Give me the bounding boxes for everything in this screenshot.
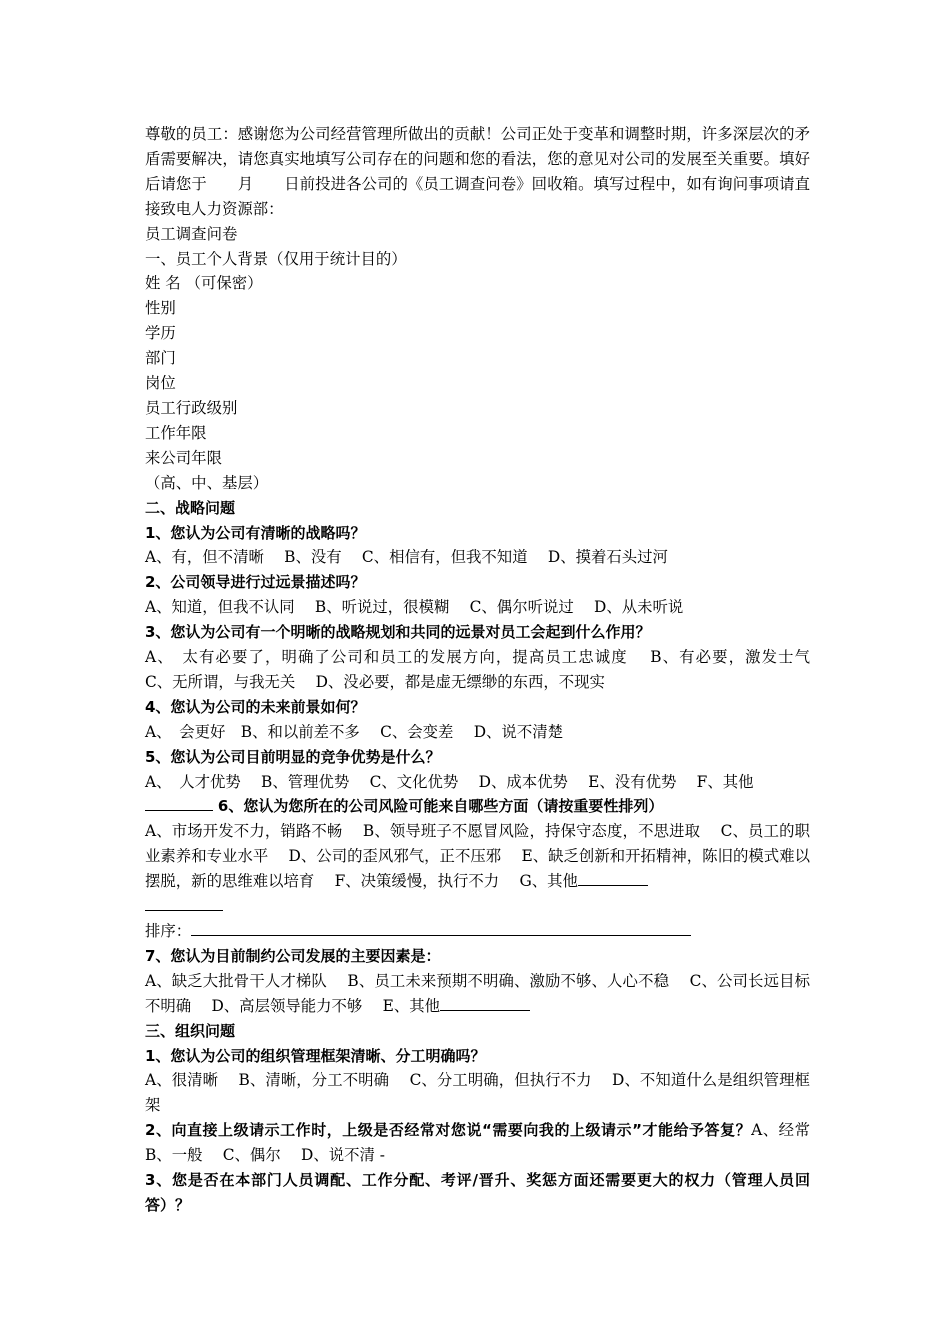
field-work-years: 工作年限 [145, 423, 207, 442]
section-2-heading: 二、战略问题 [145, 498, 236, 517]
other-answer-blank[interactable] [145, 794, 213, 811]
questionnaire-title: 员工调查问卷 [145, 224, 238, 243]
ranking-line [145, 919, 810, 944]
field-position: 岗位 [145, 374, 176, 393]
question-2-6-line [145, 794, 810, 819]
question-3-3: 3、您是否在本部门人员调配、工作分配、考评/晋升、奖惩方面还需要更大的权力（管理人员回答）？ [145, 1171, 810, 1214]
field-department: 部门 [145, 349, 176, 368]
question-2-7: 7、您认为目前制约公司发展的主要因素是： [145, 946, 441, 965]
question-3-2-options: A、经常 B、一般 C、偶尔 D、说不清 - [145, 1121, 831, 1165]
field-company-years: 来公司年限 [145, 448, 222, 467]
question-2-3: 3、您认为公司有一个明晰的战略规划和共同的远景对员工会起到什么作用？ [145, 623, 651, 642]
question-2-4-options: A、 会更好 B、和以前差不多 C、会变差 D、说不清楚 [145, 722, 563, 741]
question-2-1: 1、您认为公司有清晰的战略吗？ [145, 523, 366, 542]
other-risk-blank[interactable] [578, 869, 648, 886]
question-2-6-options [145, 819, 810, 894]
other-factor-blank[interactable] [440, 994, 530, 1011]
other-risk-blank-continued[interactable] [145, 894, 223, 911]
ranking-blank[interactable] [191, 919, 691, 936]
question-2-2: 2、公司领导进行过远景描述吗？ [145, 573, 366, 592]
question-3-2-block [145, 1118, 831, 1168]
question-3-2: 2、向直接上级请示工作时，上级是否经常对您说“需要向我的上级请示”才能给予答复？ [145, 1121, 752, 1140]
field-education: 学历 [145, 324, 176, 343]
question-2-5-options [145, 770, 810, 795]
field-level-note: （高、中、基层） [145, 473, 269, 492]
field-gender: 性别 [145, 299, 176, 318]
question-3-1: 1、您认为公司的组织管理框架清晰、分工明确吗？ [145, 1046, 486, 1065]
question-2-6: 6、您认为您所在的公司风险可能来自哪些方面（请按重要性排列） [217, 797, 664, 816]
intro-paragraph: 尊敬的员工：感谢您为公司经营管理所做出的贡献！公司正处于变革和调整时期，许多深层次的矛盾需要解决，请您真实地填写公司存在的问题和您的看法，您的意见对公司的发展至关重要。填好后请您于 月 日前投进各公司的《员工调查问卷》回收箱。填写过程中，如有询问事项请直接致电人力资源部： [145, 125, 810, 218]
blank-line [145, 894, 810, 919]
ranking-label: 排序： [145, 922, 192, 940]
question-2-5: 5、您认为公司目前明显的竞争优势是什么？ [145, 747, 441, 766]
question-2-1-options: A、有，但不清晰 B、没有 C、相信有，但我不知道 D、摸着石头过河 [145, 548, 668, 567]
question-2-6-options-text: A、市场开发不力，销路不畅 B、领导班子不愿冒风险，持保守态度，不思进取 C、员工的职业素养和专业水平 D、公司的歪风邪气，正不压邪 E、缺乏创新和开拓精神，陈旧的模式难以摆脱，新的思维难以培育 F、决策缓慢，执行不力 G、其他 [145, 822, 810, 891]
question-2-2-options: A、知道，但我不认同 B、听说过，很模糊 C、偶尔听说过 D、从未听说 [145, 598, 684, 617]
field-name: 姓 名 （可保密） [145, 274, 263, 293]
question-2-7-options [145, 969, 810, 1019]
question-3-1-options: A、很清晰 B、清晰，分工不明确 C、分工明确，但执行不力 D、不知道什么是组织管理框架 [145, 1071, 810, 1115]
document-body [145, 122, 846, 1218]
question-2-3-options: A、 太有必要了，明确了公司和员工的发展方向，提高员工忠诚度 B、有必要，激发士气 C、无所谓，与我无关 D、没必要，都是虚无缥缈的东西，不现实 [145, 648, 846, 691]
question-2-7-options-text: A、缺乏大批骨干人才梯队 B、员工未来预期不明确、激励不够、人心不稳 C、公司长远目标不明确 D、高层领导能力不够 E、其他 [145, 971, 810, 1015]
section-3-heading: 三、组织问题 [145, 1021, 236, 1040]
question-2-5-options-text: A、 人才优势 B、管理优势 C、文化优势 D、成本优势 E、没有优势 F、其他 [145, 772, 754, 791]
section-1-heading: 一、员工个人背景（仅用于统计目的） [145, 249, 407, 268]
field-admin-level: 员工行政级别 [145, 398, 238, 417]
question-2-4: 4、您认为公司的未来前景如何？ [145, 697, 366, 716]
